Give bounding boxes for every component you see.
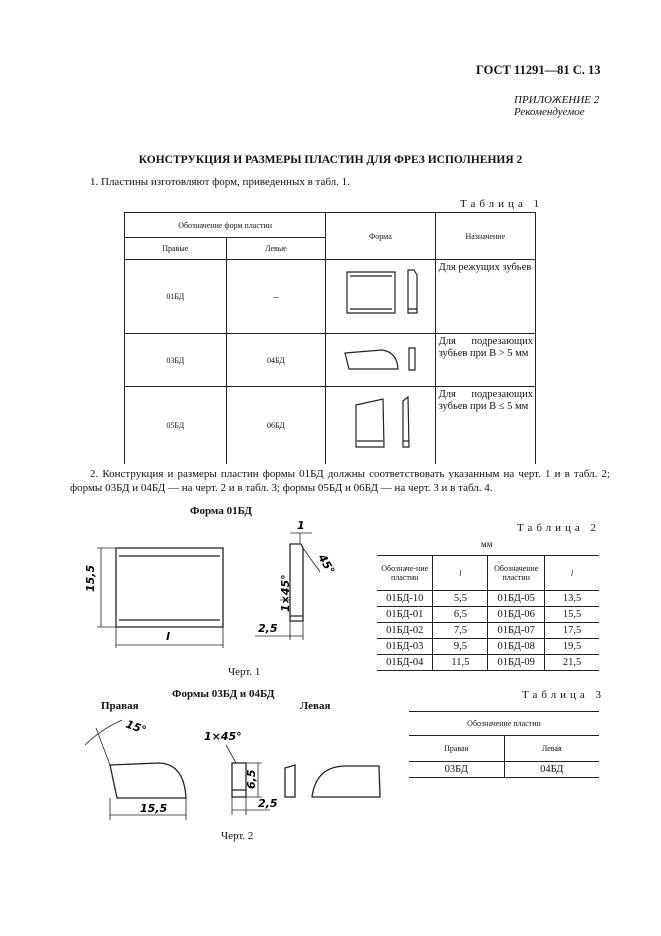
table2-cell: 15,5 [545,607,599,623]
fig1-dim-height: 15,5 [84,564,97,592]
table2-cell: 01БД-08 [488,639,545,655]
table2-header: Обозначе-ние пластин [377,556,433,591]
figure1-caption: Черт. 1 [228,666,261,678]
figure2-right-label: Правая [101,700,139,712]
fig2-side-small [285,765,295,797]
fig1-dim-top: 1 [297,519,305,532]
table2-caption: Таблица 2 [517,522,601,534]
fig1-dim-thick: 2,5 [258,622,278,635]
table2-cell: 9,5 [433,639,488,655]
table2-cell: 19,5 [545,639,599,655]
table3-col-left: Левая [504,736,599,762]
fig2-dim-angle: 15° [123,717,148,737]
table1-cell-purpose: Для подрезающих зубьев при B ≤ 5 мм [435,387,535,464]
fig2-dim-height: 6,5 [245,769,258,789]
figure2-title: Формы 03БД и 04БД [172,688,275,700]
table1-col-form: Форма [326,213,435,260]
table1-cell-purpose: Для подрезающих зубьев при B > 5 мм [435,334,535,387]
table3-col-right: Правая [409,736,504,762]
table2-cell: 6,5 [433,607,488,623]
fig2-dim-chamfer: 1×45° [204,730,242,743]
table2-cell: 5,5 [433,591,488,607]
fig2-dim-thick: 2,5 [258,797,278,810]
table2-cell: 01БД-06 [488,607,545,623]
table2-unit: мм [481,539,493,549]
fig1-dim-length: l [166,630,170,643]
table3-group-header: Обозначение пластин [409,712,599,736]
fig2-left-plate [312,766,380,797]
table2-cell: 11,5 [433,655,488,671]
figure2-left-label: Левая [300,700,331,712]
table2-header: l [433,556,488,591]
table2-cell: 01БД-04 [377,655,433,671]
figure1-title: Форма 01БД [190,505,252,517]
table2-cell: 21,5 [545,655,599,671]
table1-cell-left: 04БД [226,334,326,387]
table2-cell: 01БД-07 [488,623,545,639]
table2-cell: 13,5 [545,591,599,607]
fig1-dim-chamfer: 1×45° [279,574,292,612]
table2-cell: 01БД-03 [377,639,433,655]
table1-cell-left: – [226,260,326,334]
paragraph-1: 1. Пластины изготовляют форм, приведенных в табл. 1. [90,176,350,188]
table1-cell-right: 01БД [125,260,227,334]
fig1-dim-angle: 45° [315,552,338,577]
table2-cell: 01БД-02 [377,623,433,639]
table2-cell: 01БД-09 [488,655,545,671]
fig2-right-plate [110,763,186,798]
table1-cell-left: 06БД [226,387,326,464]
table1-cell-right: 03БД [125,334,227,387]
appendix-note: Рекомендуемое [514,106,585,118]
table3-caption: Таблица 3 [522,689,606,701]
section-title: КОНСТРУКЦИЯ И РАЗМЕРЫ ПЛАСТИН ДЛЯ ФРЕЗ ИСПОЛНЕНИЯ 2 [138,154,523,166]
table3-cell-right: 03БД [409,762,504,778]
table1-cell-right: 05БД [125,387,227,464]
table3-cell-left: 04БД [504,762,599,778]
table1-caption: Таблица 1 [460,198,544,210]
table1-col-left: Левые [226,238,326,260]
table2-cell: 17,5 [545,623,599,639]
table-row [409,762,599,778]
figure2-caption: Черт. 2 [221,830,254,842]
appendix-title: ПРИЛОЖЕНИЕ 2 [514,94,600,106]
paragraph-2: 2. Конструкция и размеры пластин формы 01БД должны соответствовать указанным на черт. 1 и в табл. 2; формы 03БД и 04БД — на черт. 2 и в табл. 3; формы 05БД и 06БД — на черт. 3 и в табл. 4. [70,468,610,494]
table1-col-right: Правые [125,238,227,260]
table-3 [409,711,599,778]
fig2-side-plate [232,763,246,797]
table1-group-header: Обозначение форм пластин [125,213,326,238]
table1-col-purpose: Назначение [435,213,535,260]
table2-cell: 7,5 [433,623,488,639]
table2-cell: 01БД-10 [377,591,433,607]
table2-cell: 01БД-01 [377,607,433,623]
fig2-dim-length: 15,5 [140,802,168,815]
table2-cell: 01БД-05 [488,591,545,607]
page-header: ГОСТ 11291—81 С. 13 [476,63,601,77]
table2-header: l [545,556,599,591]
table1-cell-purpose: Для режущих зубьев [435,260,535,334]
table2-header: Обозначение пластин [488,556,545,591]
